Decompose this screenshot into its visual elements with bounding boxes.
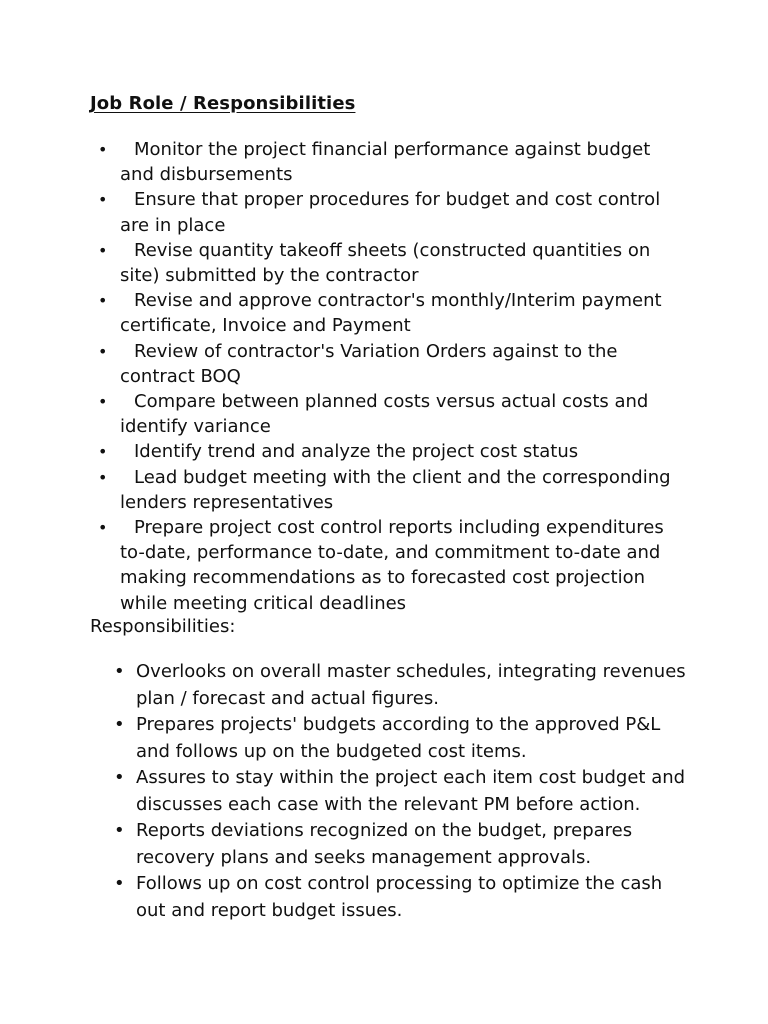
list-item	[0, 871, 768, 924]
list-item-text: Prepares projects' budgets according to the approved P&L and follows up on the budgeted cost items.	[136, 714, 661, 762]
bullet-icon: •	[114, 873, 125, 894]
list-item-text: Identify trend and analyze the project cost status	[134, 441, 579, 463]
list-item-text: Reports deviations recognized on the budget, prepares recovery plans and seeks management approvals.	[136, 820, 633, 868]
responsibilities-label: Responsibilities:	[90, 616, 236, 637]
list-item	[0, 339, 768, 389]
list-item-text: Prepare project cost control reports including expenditures to-date, performance to-date, and commitment to-date and making recommendations as to forecasted cost projection while meeting critical deadlines	[120, 517, 664, 614]
bullet-icon: •	[114, 661, 125, 682]
bullet-icon: •	[98, 341, 108, 361]
bullet-icon: •	[98, 518, 108, 538]
bullet-icon: •	[114, 714, 125, 735]
list-item	[0, 712, 768, 765]
list-item-text: Revise quantity takeoff sheets (constructed quantities on site) submitted by the contractor	[120, 239, 651, 287]
list-item	[0, 659, 768, 712]
bullet-icon: •	[114, 767, 125, 788]
bullet-icon: •	[114, 820, 125, 841]
list-item-text: Compare between planned costs versus actual costs and identify variance	[120, 391, 649, 438]
list-item	[0, 389, 768, 439]
bullet-icon: •	[98, 240, 108, 260]
bullet-icon: •	[98, 190, 108, 210]
list-item	[0, 818, 768, 871]
list-item	[0, 439, 768, 464]
list-item	[0, 515, 768, 616]
bullet-icon: •	[98, 140, 108, 159]
list-item-text: Overlooks on overall master schedules, integrating revenues plan / forecast and actual figures.	[136, 661, 686, 709]
list-item-text: Revise and approve contractor's monthly/Interim payment certificate, Invoice and Payment	[120, 290, 662, 337]
list-item-text: Ensure that proper procedures for budget and cost control are in place	[120, 189, 661, 236]
list-item	[0, 238, 768, 288]
responsibilities-list	[0, 659, 768, 924]
list-item-text: Lead budget meeting with the client and the corresponding lenders representatives	[120, 466, 671, 513]
bullet-icon: •	[98, 392, 108, 412]
list-item	[0, 765, 768, 818]
list-item-text: Monitor the project financial performance against budget and disbursements	[120, 139, 651, 186]
bullet-icon: •	[98, 291, 108, 311]
bullet-icon: •	[98, 442, 108, 462]
list-item	[0, 465, 768, 515]
page-heading: Job Role / Responsibilities	[90, 93, 356, 114]
list-item-text: Review of contractor's Variation Orders against to the contract BOQ	[120, 340, 618, 387]
list-item-text: Assures to stay within the project each item cost budget and discusses each case with the relevant PM before action.	[136, 767, 686, 815]
list-item	[0, 288, 768, 338]
list-item-text: Follows up on cost control processing to optimize the cash out and report budget issues.	[136, 873, 663, 921]
bullet-icon: •	[98, 467, 108, 487]
job-role-list	[0, 137, 768, 616]
list-item	[0, 187, 768, 237]
list-item	[0, 137, 768, 187]
